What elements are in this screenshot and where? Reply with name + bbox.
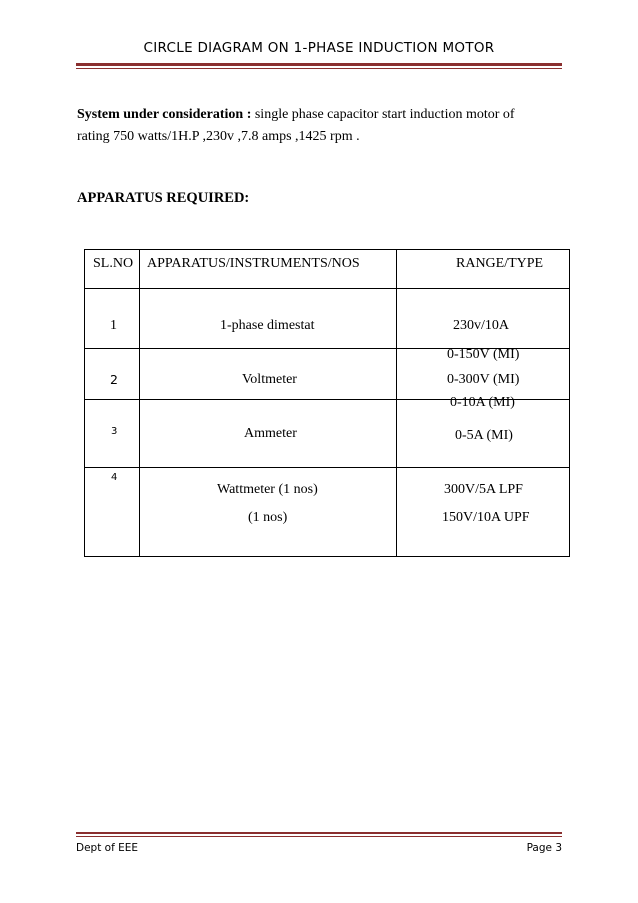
system-label: System under consideration : [77, 107, 252, 122]
row-2-range-1: 0-150V (MI) [447, 347, 520, 362]
system-line-1: single phase capacitor start induction motor of [251, 107, 515, 122]
table-row [85, 400, 570, 468]
row-2-apparatus: Voltmeter [242, 372, 297, 387]
apparatus-heading: APPARATUS REQUIRED: [77, 190, 250, 206]
page-header-title: CIRCLE DIAGRAM ON 1-PHASE INDUCTION MOTOR [143, 40, 495, 56]
row-2-slno: 2 [110, 372, 118, 387]
system-line-2: rating 750 watts/1H.P ,230v ,7.8 amps ,1425 rpm . [77, 129, 360, 144]
column-header-apparatus: APPARATUS/INSTRUMENTS/NOS [147, 256, 360, 271]
footer-rule [76, 832, 562, 834]
row-4-apparatus: Wattmeter (1 nos) [217, 482, 318, 497]
row-4-range-2: 150V/10A UPF [442, 510, 530, 525]
row-4-slno: 4 [111, 472, 118, 483]
row-1-slno: 1 [110, 318, 117, 333]
footer-page-number: Page 3 [526, 842, 562, 854]
row-3-range-2: 0-5A (MI) [455, 428, 513, 443]
footer-rule-thin [76, 836, 562, 837]
footer-department: Dept of EEE [76, 842, 139, 854]
table-header-row [85, 250, 570, 289]
header-rule-thin [76, 68, 562, 69]
table-row [85, 289, 570, 349]
row-3-slno: 3 [111, 426, 118, 437]
row-3-range-1: 0-10A (MI) [450, 395, 515, 410]
system-description [77, 104, 563, 148]
column-header-slno: SL.NO [93, 256, 134, 271]
header-rule [76, 63, 562, 66]
table-row [85, 349, 570, 400]
apparatus-table-wrap [84, 249, 570, 557]
row-1-apparatus: 1-phase dimestat [220, 318, 315, 333]
row-4-range-1: 300V/5A LPF [444, 482, 523, 497]
row-2-range-2: 0-300V (MI) [447, 372, 520, 387]
column-header-range: RANGE/TYPE [456, 256, 544, 271]
row-4-apparatus-line-2: (1 nos) [248, 510, 288, 525]
row-1-range: 230v/10A [453, 318, 509, 333]
row-3-apparatus: Ammeter [244, 426, 297, 441]
apparatus-table [84, 249, 570, 557]
table-row [85, 468, 570, 557]
